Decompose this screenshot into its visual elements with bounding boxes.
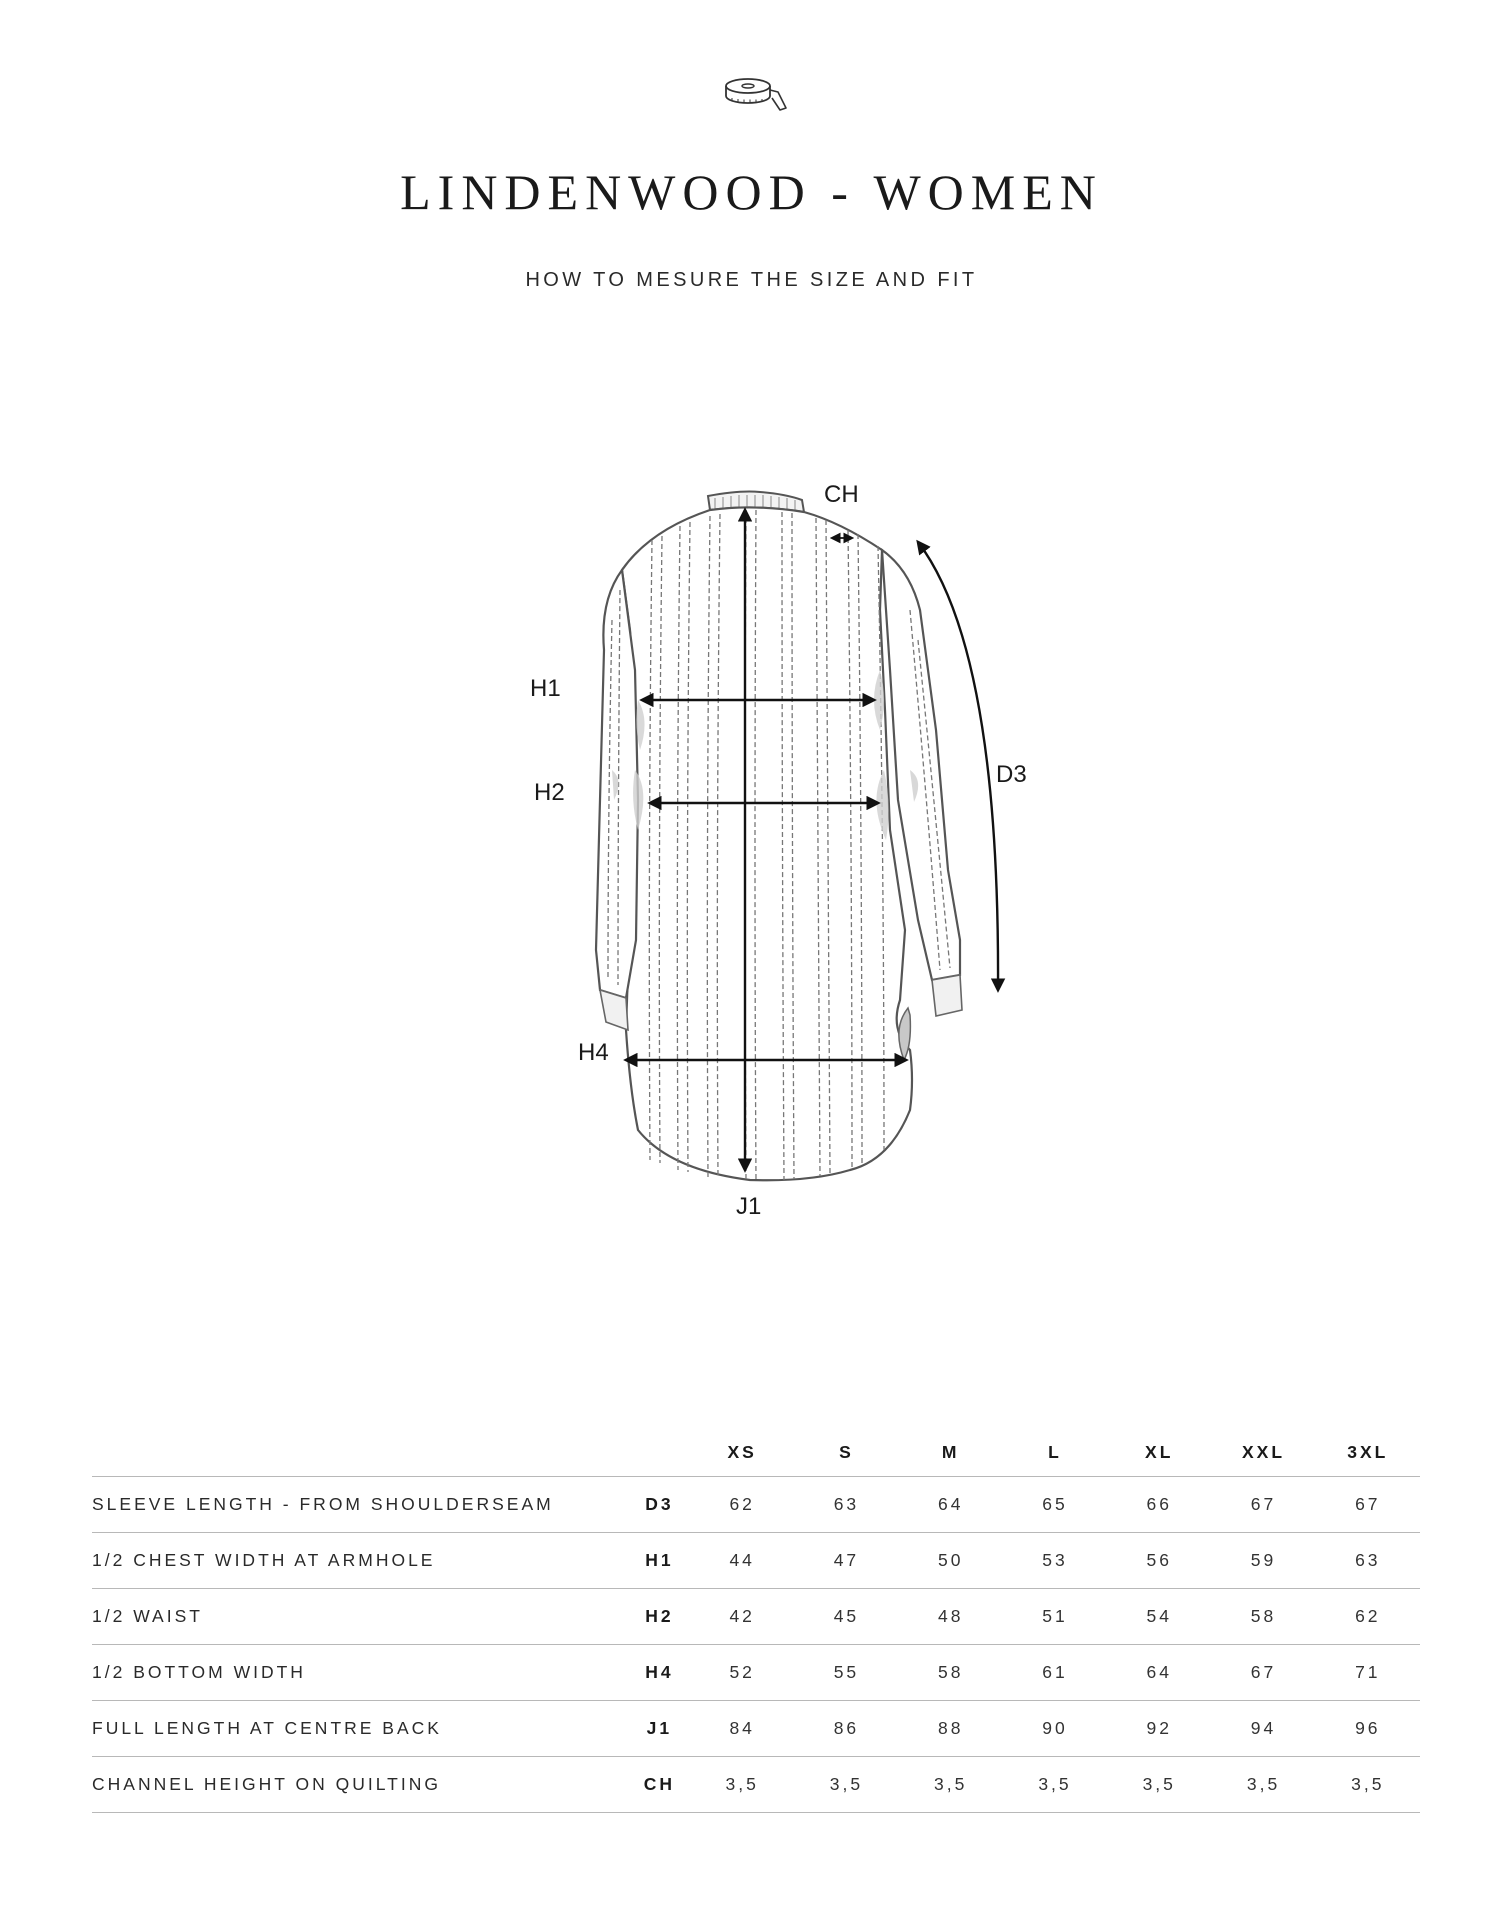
size-header: XS (727, 1441, 757, 1462)
measurement-value: 45 (833, 1606, 860, 1626)
measurement-code: D3 (645, 1494, 674, 1514)
measurement-label: FULL LENGTH AT CENTRE BACK (92, 1718, 442, 1738)
measurement-value: 53 (1042, 1550, 1068, 1570)
measurement-value: 3,5 (1038, 1774, 1072, 1794)
measurement-value: 51 (1042, 1606, 1068, 1626)
measurement-value: 67 (1355, 1494, 1381, 1514)
measurement-value: 59 (1250, 1550, 1277, 1570)
measurement-value: 64 (937, 1494, 964, 1514)
measurement-label: 1/2 WAIST (92, 1606, 203, 1626)
measurement-value: 62 (1355, 1606, 1381, 1626)
measurement-code: J1 (646, 1718, 673, 1738)
table-header-row (92, 1428, 1420, 1477)
measurement-label: 1/2 BOTTOM WIDTH (92, 1662, 306, 1682)
measurement-value: 86 (833, 1718, 860, 1738)
measurement-value: 44 (729, 1550, 755, 1570)
measurement-value: 48 (937, 1606, 964, 1626)
measurement-label: 1/2 CHEST WIDTH AT ARMHOLE (92, 1550, 436, 1570)
table-header-blank (92, 1428, 629, 1477)
label-ch: CH (824, 481, 859, 508)
table-row (92, 1757, 1420, 1813)
measurement-value: 96 (1355, 1718, 1381, 1738)
measurement-code: H2 (645, 1606, 674, 1626)
table-row (92, 1477, 1420, 1533)
measurement-value: 55 (833, 1662, 860, 1682)
page-title: LINDENWOOD - WOMEN (400, 164, 1103, 220)
measurement-value: 90 (1042, 1718, 1068, 1738)
measurement-value: 62 (729, 1494, 755, 1514)
measurement-value: 47 (833, 1550, 860, 1570)
measurement-value: 3,5 (1246, 1774, 1281, 1794)
measurement-value: 84 (729, 1718, 755, 1738)
label-h2: H2 (534, 779, 565, 806)
table-row (92, 1533, 1420, 1589)
measurement-value: 64 (1146, 1662, 1172, 1682)
label-j1: J1 (736, 1193, 762, 1220)
measurement-value: 58 (937, 1662, 964, 1682)
measurement-label: SLEEVE LENGTH - FROM SHOULDERSEAM (92, 1494, 554, 1514)
label-h4: H4 (578, 1039, 609, 1066)
measurement-value: 3,5 (829, 1774, 864, 1794)
size-header: 3XL (1347, 1441, 1389, 1462)
measurement-value: 61 (1042, 1662, 1068, 1682)
measurement-value: 3,5 (1142, 1774, 1176, 1794)
label-d3: D3 (996, 761, 1027, 788)
table-row (92, 1701, 1420, 1757)
measurement-value: 92 (1146, 1718, 1172, 1738)
coat-outline (596, 492, 962, 1182)
measurement-value: 3,5 (934, 1774, 968, 1794)
measurement-value: 54 (1146, 1606, 1172, 1626)
measurement-value: 67 (1250, 1662, 1277, 1682)
measurement-value: 50 (937, 1550, 964, 1570)
measurement-value: 63 (1355, 1550, 1381, 1570)
table-header-code (629, 1428, 690, 1477)
size-header: L (1048, 1441, 1062, 1462)
size-header: XL (1145, 1441, 1174, 1462)
measuring-tape-icon (720, 72, 792, 114)
measurement-value: 66 (1146, 1494, 1172, 1514)
table-row (92, 1645, 1420, 1701)
measurement-value: 94 (1250, 1718, 1277, 1738)
measurement-value: 88 (937, 1718, 964, 1738)
size-chart-table (92, 1428, 1420, 1813)
size-header: S (839, 1441, 854, 1462)
measurement-label: CHANNEL HEIGHT ON QUILTING (92, 1774, 441, 1794)
page-subtitle: HOW TO MESURE THE SIZE AND FIT (525, 269, 978, 291)
measurement-code: H1 (645, 1550, 674, 1570)
measurement-value: 56 (1146, 1550, 1172, 1570)
label-h1: H1 (530, 675, 561, 702)
measurement-value: 52 (729, 1662, 755, 1682)
measurement-value: 58 (1250, 1606, 1277, 1626)
measurement-code: CH (643, 1774, 676, 1794)
size-header: M (941, 1441, 960, 1462)
measurement-value: 65 (1042, 1494, 1068, 1514)
measurement-value: 71 (1355, 1662, 1381, 1682)
measurement-value: 3,5 (1351, 1774, 1385, 1794)
measurement-code: H4 (645, 1662, 674, 1682)
measurement-value: 3,5 (725, 1774, 759, 1794)
measurement-value: 63 (833, 1494, 860, 1514)
size-header: XXL (1241, 1441, 1286, 1462)
measurement-value: 67 (1250, 1494, 1277, 1514)
garment-diagram (500, 470, 1060, 1230)
measurement-value: 42 (729, 1606, 755, 1626)
table-row (92, 1589, 1420, 1645)
